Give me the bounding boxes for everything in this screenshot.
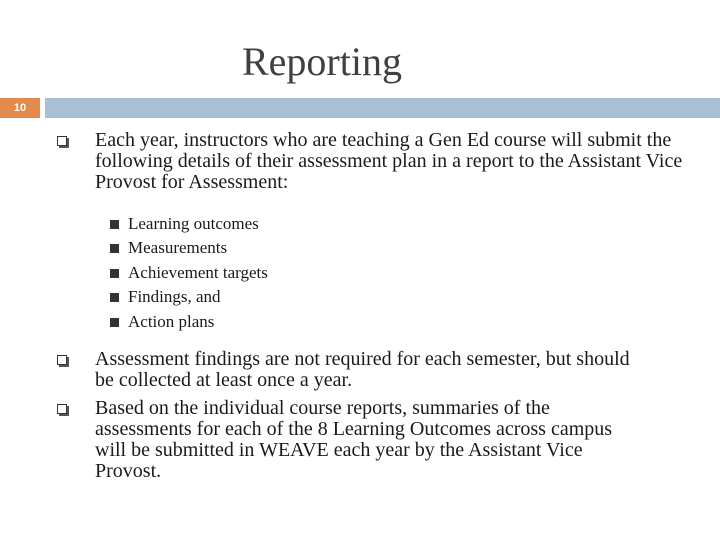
slide-title: Reporting (242, 39, 402, 84)
bullet-summaries (95, 398, 615, 482)
square-bullet-icon (110, 318, 119, 327)
hollow-square-bullet-icon (57, 136, 67, 146)
header-bar (45, 98, 720, 118)
bullet-summaries-text: Based on the individual course reports, summaries of the assessments for each of the 8 Learning Outcomes across campus will be submitted in WEAVE each year by the Assistant Vice Provost. (95, 397, 613, 482)
slide-number: 10 (13, 102, 27, 114)
bullet-findings-text: Assessment findings are not required for each semester, but should be collected at least once a year. (95, 348, 630, 391)
bullet-findings (95, 349, 635, 391)
hollow-square-bullet-icon (57, 404, 67, 414)
square-bullet-icon (110, 220, 119, 229)
bullet-intro-text: Each year, instructors who are teaching a Gen Ed course will submit the following details of their assessment plan in a report to the Assistant Vice Provost for Assessment: (95, 129, 683, 193)
list-item: Measurements (128, 236, 268, 260)
square-bullet-icon (110, 269, 119, 278)
square-bullet-icon (110, 244, 119, 253)
list-item: Action plans (128, 310, 268, 334)
bullet-intro (95, 130, 685, 193)
list-item: Learning outcomes (128, 212, 268, 236)
square-bullet-icon (110, 293, 119, 302)
list-item: Achievement targets (128, 261, 268, 285)
details-list (128, 212, 268, 334)
list-item: Findings, and (128, 285, 268, 309)
hollow-square-bullet-icon (57, 355, 67, 365)
slide-number-badge (0, 98, 40, 118)
